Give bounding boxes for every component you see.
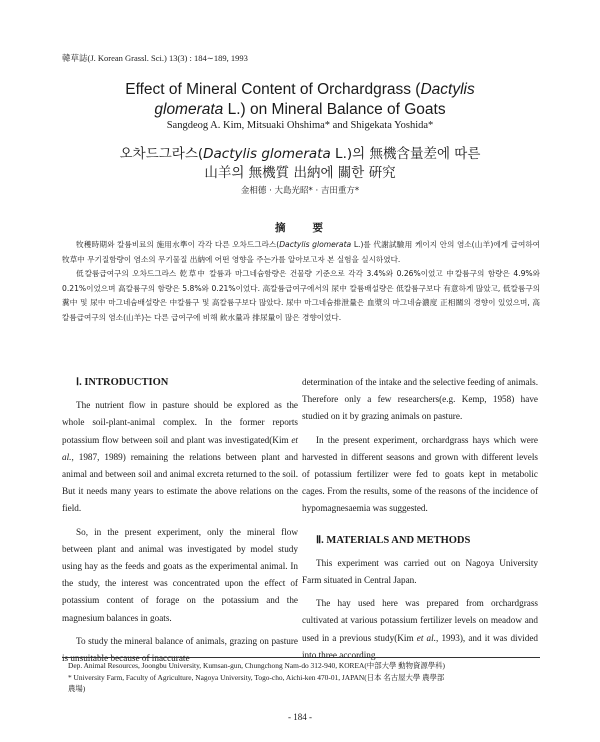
footnote-divider bbox=[62, 657, 540, 658]
footnote-line: * University Farm, Faculty of Agriculture, Nagoya University, Togo-cho, Aichi-ken 470-01, JAPAN(日本 名古屋大學 農學部 bbox=[68, 672, 445, 682]
english-title-italic: glomerata bbox=[154, 101, 224, 118]
english-authors: Sangdeog A. Kim, Mitsuaki Ohshima* and Shigekata Yoshida* bbox=[166, 120, 434, 131]
abstract bbox=[62, 238, 540, 325]
abstract-text: 牧穫時期와 칼륨비료의 施用水準이 각각 다른 오차드그라스( bbox=[76, 240, 280, 249]
body-paragraph: This experiment was carried out on Nagoya University Farm situated in Central Japan. bbox=[302, 557, 538, 586]
korean-title bbox=[60, 145, 540, 183]
abstract-heading: 摘 要 bbox=[275, 222, 325, 234]
body-text: , 1987, 1989) remaining the relations between plant and animal and between soil and animal excreta returned to the soil. But it needs many years to estimate the above relations on the field. bbox=[62, 451, 298, 514]
korean-authors: 金相德 · 大島光昭* · 吉田重方* bbox=[240, 186, 360, 196]
body-paragraph: So, in the present experiment, only the mineral flow between plant and animal was investigated by model study using hay as the feeds and goats as the experimental animal. In the study, the interest was concentrated upon the effect of potassium content of forage on the potassium and the magnesium balances in goats. bbox=[62, 526, 298, 623]
body-text: The hay used here was prepared from orchardgrass cultivated at various potassium fertilizer levels on meadow and used in a previous study(Kim bbox=[302, 598, 538, 643]
english-title-part: L.) on Mineral Balance of Goats bbox=[223, 101, 446, 118]
footnote-line: 農場) bbox=[68, 684, 86, 693]
footnotes bbox=[68, 660, 544, 695]
body-paragraph: determination of the intake and the selective feeding of animals. Therefore only a few researchers(e.g. Kemp, 1958) have studied on it by grazing animals on pasture. bbox=[302, 377, 538, 422]
section-heading: Ⅰ. INTRODUCTION bbox=[76, 377, 169, 388]
english-title-italic: Dactylis bbox=[420, 81, 475, 98]
footnote-line: Dep. Animal Resources, Joongbu University, Kumsan-gun, Chungchong Nam-do 312-940, KOREA(中部大學 動物資源學科) bbox=[68, 661, 446, 670]
body-text: The nutrient flow in pasture should be explored as the whole soil-plant-animal complex. In the former reports potassium flow between soil and plant was investigated(Kim bbox=[62, 400, 298, 445]
page-number: - 184 - bbox=[288, 712, 312, 722]
abstract-text: L.)를 代謝試驗用 케이지 안의 염소(山羊)에게 급여하여 牧草中 무기질함량이 염소의 무기물질 出納에 어떤 영향을 주는가를 알아보고자 본 실험을 실시하였다. bbox=[62, 240, 540, 264]
left-column bbox=[62, 374, 298, 673]
section-heading: Ⅱ. MATERIALS AND METHODS bbox=[316, 534, 471, 546]
korean-title-part: L.)의 無機含量差에 따른 bbox=[330, 146, 481, 162]
right-column bbox=[302, 374, 538, 670]
body-italic: et al. bbox=[62, 434, 298, 462]
body-paragraph bbox=[302, 595, 538, 664]
body-paragraph: In the present experiment, orchardgrass hays which were harvested in different seasons and grown with different levels of potassium fertilizer were fed to goats kept in metabolic cages. From the results, some of the reasons of the incidence of hypomagnesaemia was suggested. bbox=[302, 434, 538, 514]
abstract-paragraph: 低칼륨급여구의 오차드그라스 乾草中 칼륨과 마그네슘함량은 건물량 기준으로 각각 3.4%와 0.26%이었고 中칼륨구의 함량은 4.9%와 0.21%이었으며 高칼륨구의 함량은 5.8%와 0.21%이었다. 高칼륨급여구에서의 尿中 칼륨배설량은 低칼륨구보다 有意하게 많았고, 低칼륨구의 糞中 및 尿中 마그네슘배설량은 中칼륨구 및 高칼륨구보다 많았다. 尿中 마그네슘排泄量은 血漿의 마그네슘濃度 正相關의 경향이 있었으며, 高칼륨급여구의 염소(山羊)는 다른 급여구에 비해 飮水量과 排尿量이 많은 경향이었다. bbox=[62, 269, 540, 322]
body-text: , 1993), and it was divided into three according bbox=[302, 632, 538, 660]
journal-reference: 韓草誌(J. Korean Grassl. Sci.) 13(3) : 184∼189, 1993 bbox=[62, 53, 248, 63]
korean-title-line2: 山羊의 無機質 出納에 關한 硏究 bbox=[204, 165, 396, 181]
korean-title-part: 오차드그라스( bbox=[119, 146, 204, 162]
body-paragraph: To study the mineral balance of animals, grazing on pasture is unsuitable because of inaccurate bbox=[62, 635, 298, 664]
english-title bbox=[60, 80, 540, 120]
abstract-italic: Dactylis glomerata bbox=[279, 240, 352, 249]
korean-title-italic: Dactylis glomerata bbox=[203, 146, 331, 162]
abstract-paragraph bbox=[62, 238, 540, 267]
english-title-part: Effect of Mineral Content of Orchardgrass ( bbox=[125, 81, 421, 98]
body-paragraph bbox=[62, 397, 298, 517]
body-italic: et al. bbox=[416, 632, 436, 643]
